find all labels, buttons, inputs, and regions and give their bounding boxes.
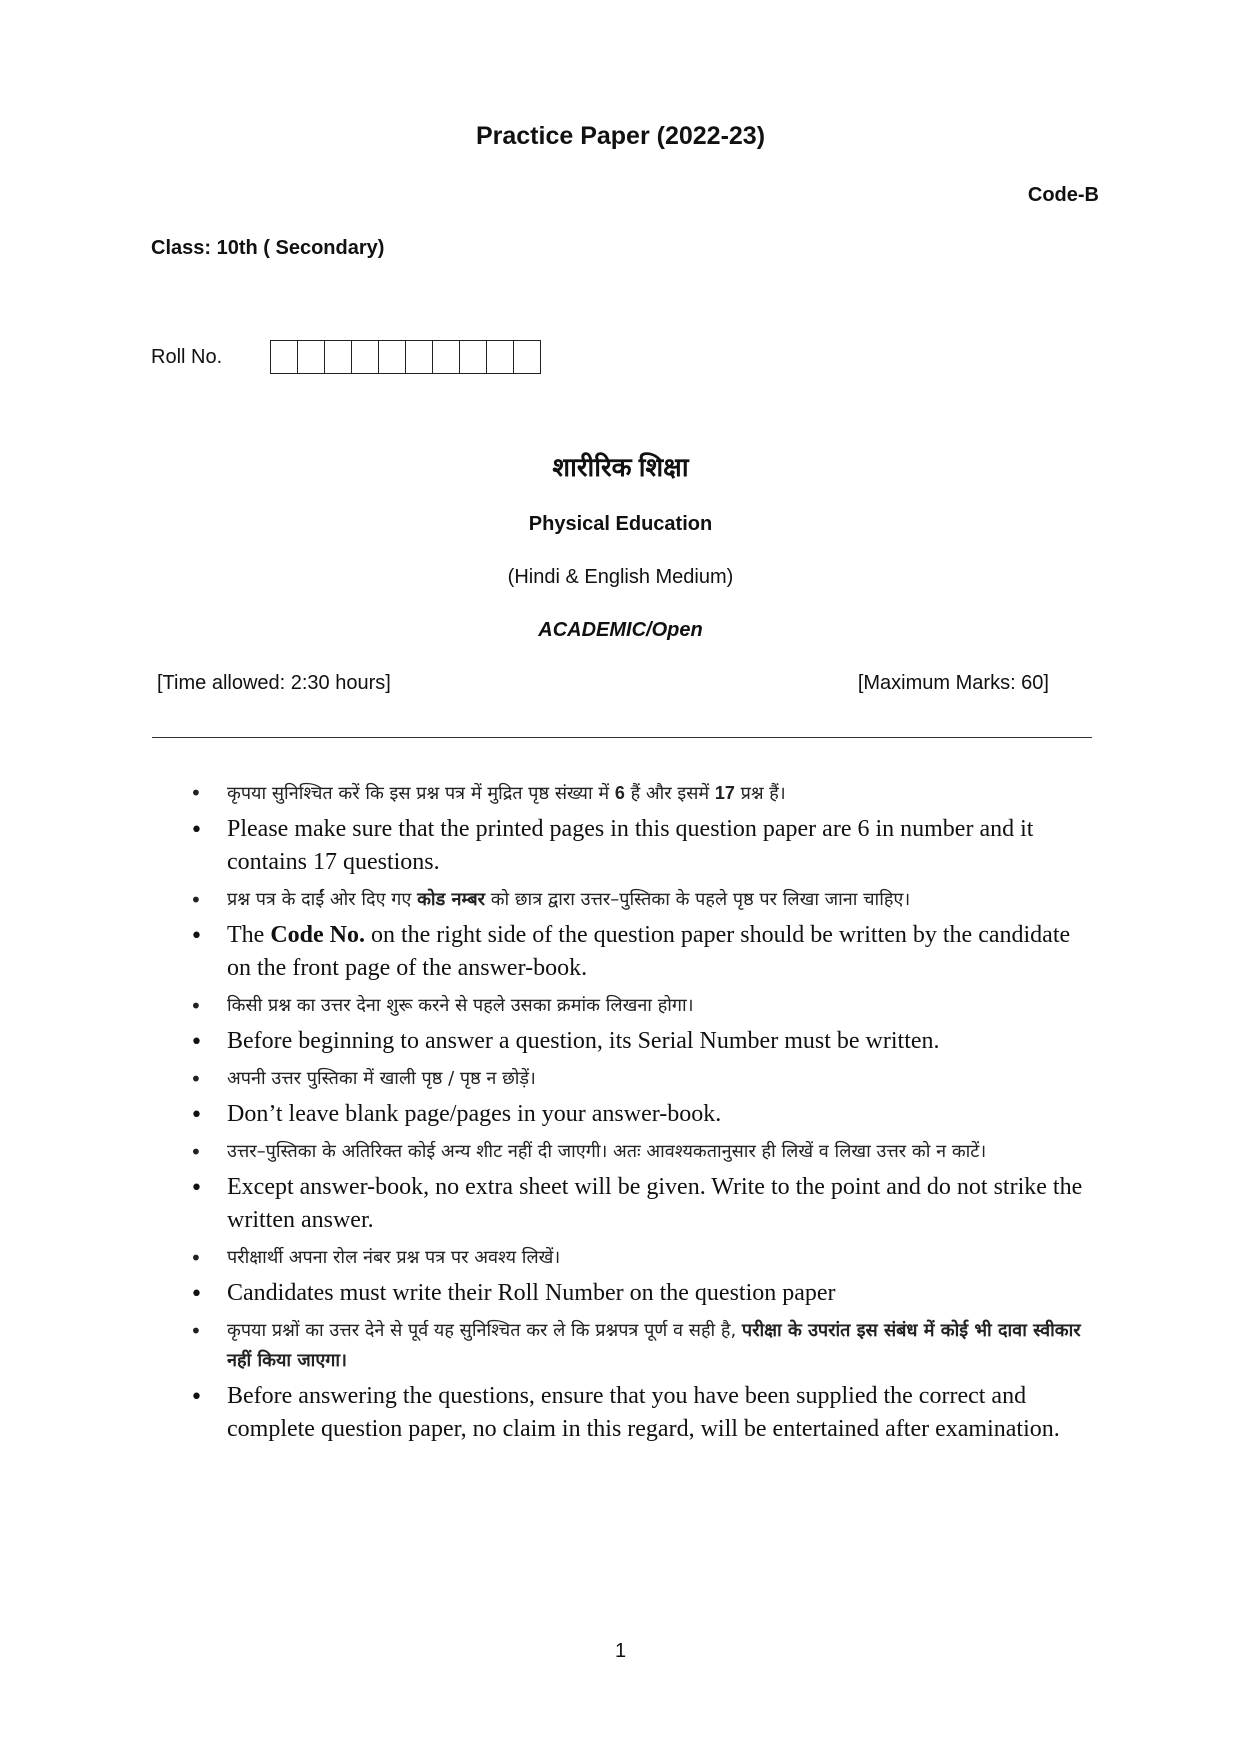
paper-title: Practice Paper (2022-23) [475, 122, 766, 150]
stream-line: ACADEMIC/Open [538, 619, 703, 641]
instructions-list [190, 778, 1090, 1452]
list-item: • किसी प्रश्न का उत्तर देना शुरू करने से पहले उसका क्रमांक लिखना होगा। [190, 991, 1090, 1021]
list-item: • परीक्षार्थी अपना रोल नंबर प्रश्न पत्र पर अवश्य लिखें। [190, 1243, 1090, 1273]
list-item: • Before answering the questions, ensure that you have been supplied the correct and complete question paper, no claim in this regard, will be entertained after examination. [190, 1380, 1090, 1446]
roll-box[interactable] [405, 341, 432, 373]
roll-box[interactable] [324, 341, 351, 373]
list-item: • Please make sure that the printed pages in this question paper are 6 in number and it contains 17 questions. [190, 813, 1090, 879]
medium-line: (Hindi & English Medium) [507, 566, 734, 588]
list-item: • Except answer-book, no extra sheet will be given. Write to the point and do not strike the written answer. [190, 1171, 1090, 1237]
class-line: Class: 10th ( Secondary) [151, 237, 385, 259]
roll-box[interactable] [378, 341, 405, 373]
list-item: • Don’t leave blank page/pages in your answer-book. [190, 1098, 1090, 1131]
roll-box[interactable] [271, 341, 297, 373]
roll-number-row [151, 340, 541, 374]
roll-box[interactable] [459, 341, 486, 373]
list-item: • प्रश्न पत्र के दाईं ओर दिए गए कोड नम्बर को छात्र द्वारा उत्तर–पुस्तिका के पहले पृष्ठ पर लिखा जाना चाहिए। [190, 885, 1090, 915]
list-item: • Candidates must write their Roll Number on the question paper [190, 1277, 1090, 1310]
roll-box[interactable] [486, 341, 513, 373]
header-divider [152, 737, 1092, 738]
roll-number-boxes [270, 340, 541, 374]
maximum-marks: [Maximum Marks: 60] [857, 672, 1049, 694]
roll-box[interactable] [432, 341, 459, 373]
list-item: • The Code No. on the right side of the question paper should be written by the candidate on the front page of the answer-book. [190, 919, 1090, 985]
roll-box[interactable] [351, 341, 378, 373]
subject-title-hindi: शारीरिक शिक्षा [552, 452, 689, 482]
list-item: • कृपया सुनिश्चित करें कि इस प्रश्न पत्र में मुद्रित पृष्ठ संख्या में 6 हैं और इसमें 17 प्रश्न हैं। [190, 778, 1090, 809]
list-item: • अपनी उत्तर पुस्तिका में खाली पृष्ठ / पृष्ठ न छोड़ें। [190, 1064, 1090, 1094]
paper-code: Code-B [1027, 184, 1099, 206]
subject-title-english: Physical Education [528, 513, 713, 535]
roll-box[interactable] [297, 341, 324, 373]
time-allowed: [Time allowed: 2:30 hours] [157, 672, 391, 694]
list-item: • Before beginning to answer a question, its Serial Number must be written. [190, 1025, 1090, 1058]
list-item: • उत्तर–पुस्तिका के अतिरिक्त कोई अन्य शीट नहीं दी जाएगी। अतः आवश्यकतानुसार ही लिखें व लिखा उत्तर को न काटें। [190, 1137, 1090, 1167]
roll-number-label: Roll No. [151, 345, 223, 368]
list-item: • कृपया प्रश्नों का उत्तर देने से पूर्व यह सुनिश्चित कर ले कि प्रश्नपत्र पूर्ण व सही है, परीक्षा के उपरांत इस संबंध में कोई भी दावा स्वीकार नहीं किया जाएगा। [190, 1316, 1090, 1376]
roll-box[interactable] [513, 341, 540, 373]
page-number: 1 [614, 1640, 627, 1662]
